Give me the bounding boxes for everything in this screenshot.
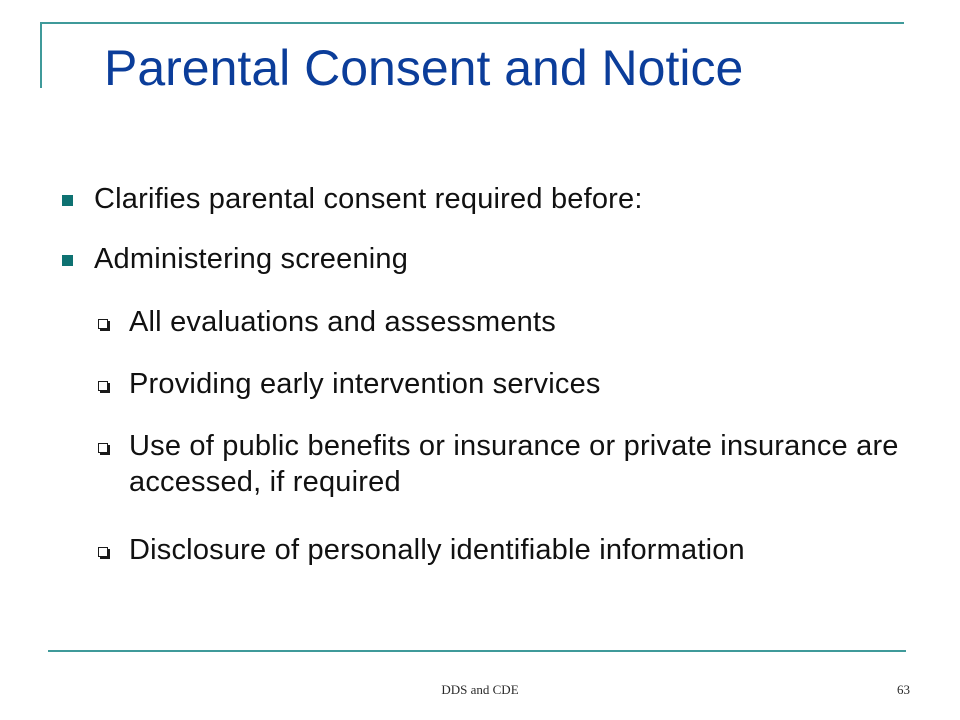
sub-bullet-item: Use of public benefits or insurance or private insurance are accessed, if required (129, 430, 899, 498)
hollow-square-icon (98, 547, 108, 557)
page-number: 63 (897, 682, 910, 697)
bullet-item: Clarifies parental consent required before: (94, 183, 643, 215)
filled-square-icon (62, 255, 73, 266)
bottom-accent-line (48, 650, 906, 652)
footer-text: DDS and CDE (441, 682, 519, 697)
slide-title: Parental Consent and Notice (104, 40, 744, 96)
hollow-square-icon (98, 319, 108, 329)
bullet-item: Administering screening (94, 243, 409, 275)
sub-bullet-item: Providing early intervention services (129, 368, 601, 400)
hollow-square-icon (98, 443, 108, 453)
filled-square-icon (62, 195, 73, 206)
sub-bullet-item: Disclosure of personally identifiable information (129, 534, 745, 566)
sub-bullet-item: All evaluations and assessments (129, 306, 556, 338)
hollow-square-icon (98, 381, 108, 391)
